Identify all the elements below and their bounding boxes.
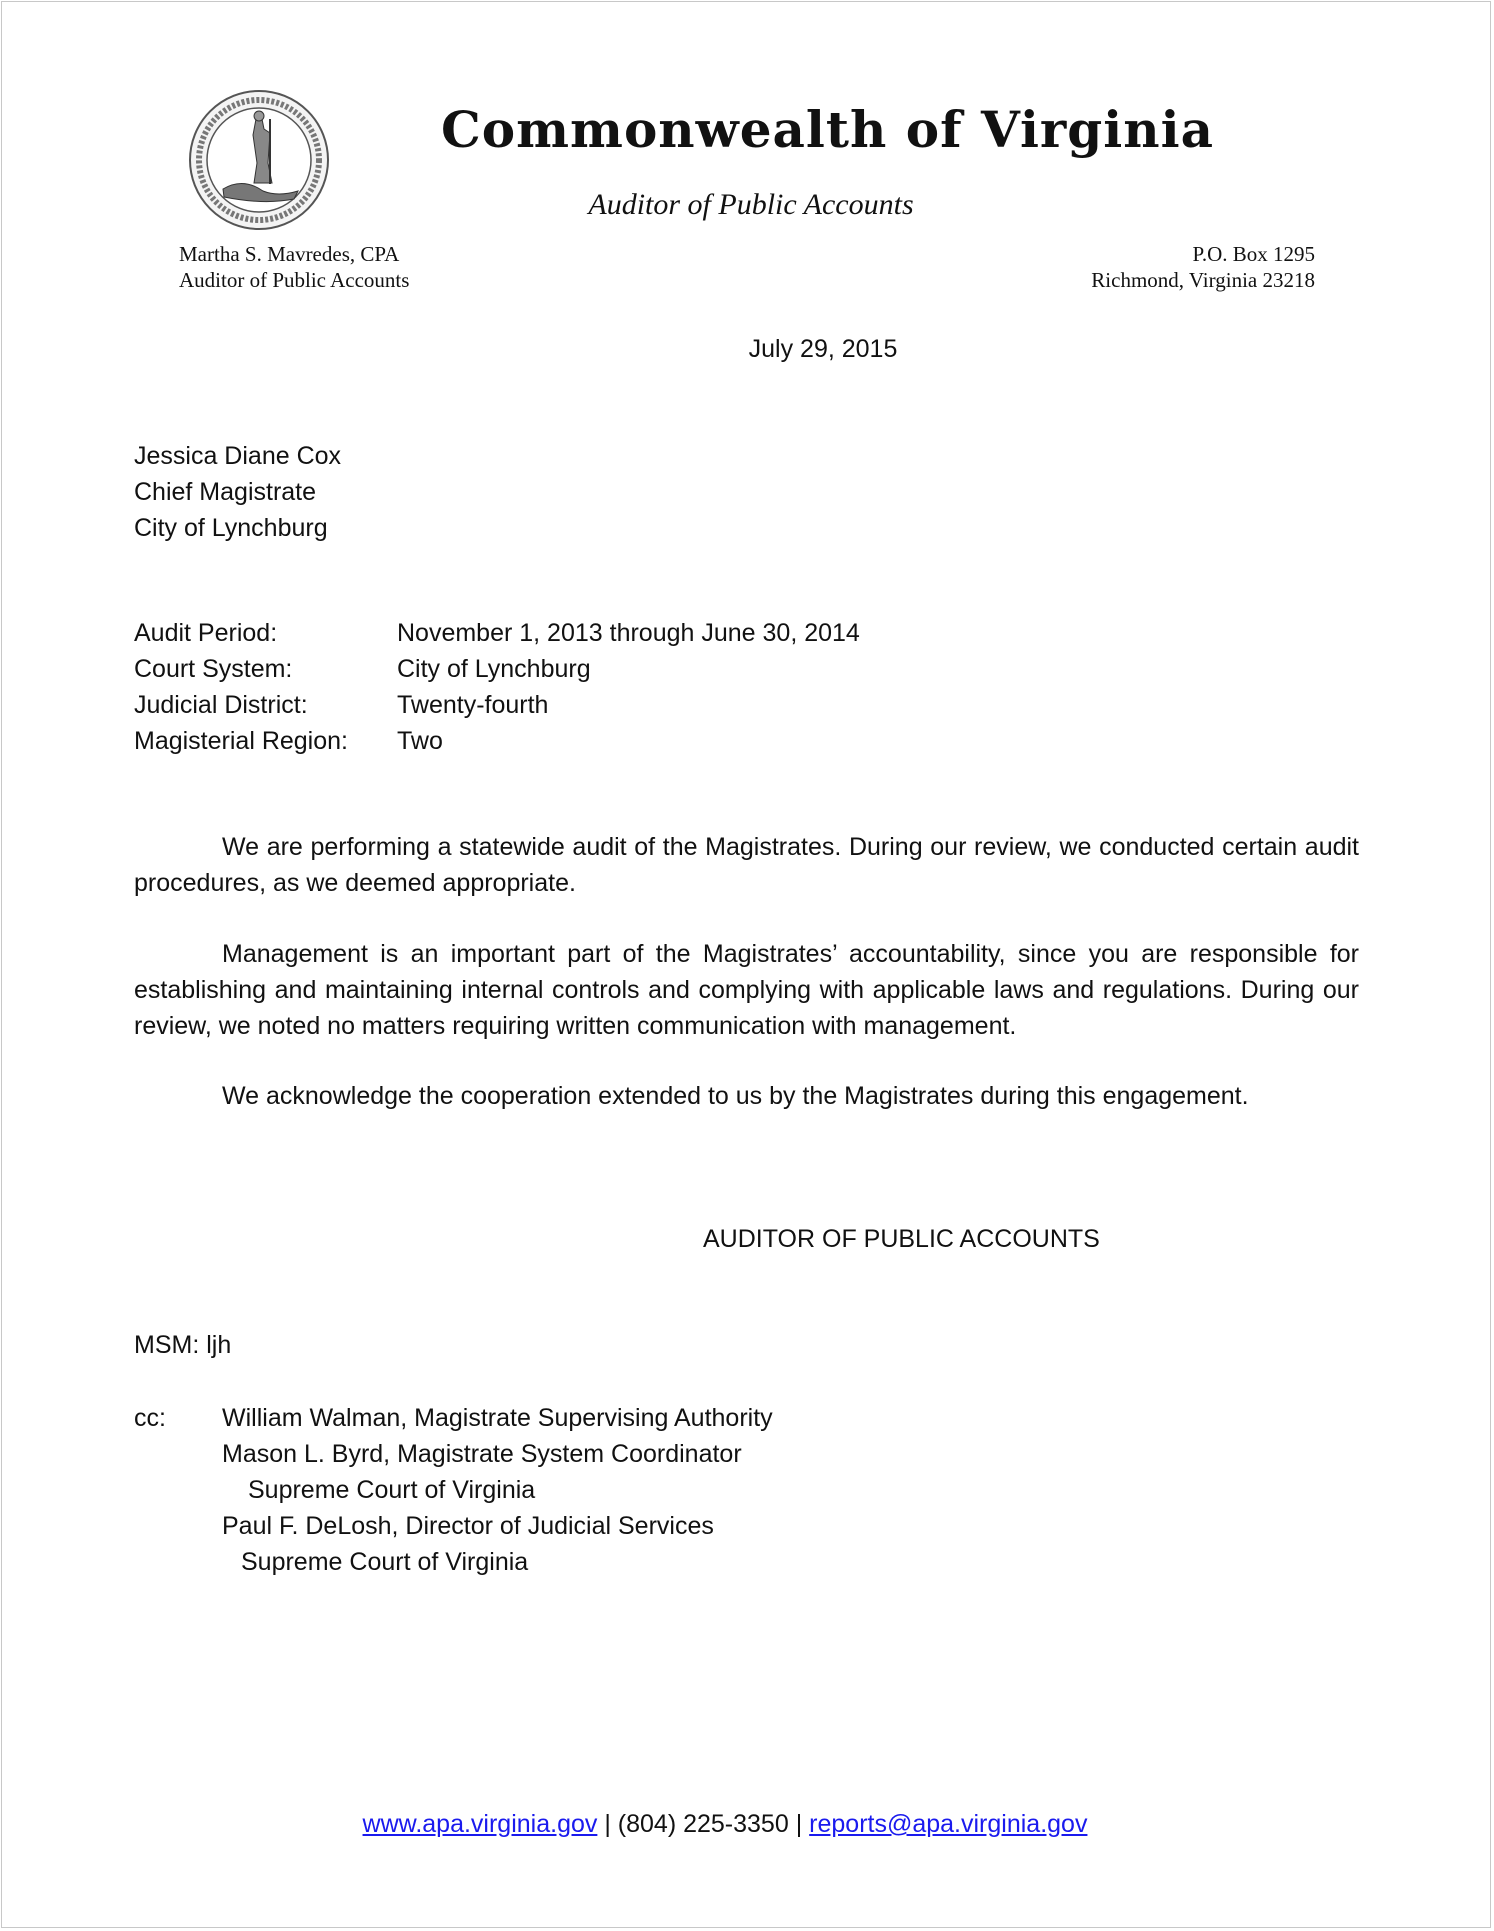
audit-row-court	[134, 651, 860, 687]
cc-label: cc:	[134, 1404, 166, 1432]
sender-address	[179, 241, 409, 293]
initials: MSM: ljh	[134, 1331, 232, 1359]
footer	[0, 1806, 1450, 1842]
cc-list	[222, 1400, 773, 1580]
audit-label: Magisterial Region:	[134, 727, 348, 755]
footer-separator: |	[795, 1810, 803, 1838]
po-box: P.O. Box 1295	[1192, 242, 1315, 266]
email-link[interactable]: reports@apa.virginia.gov	[809, 1810, 1088, 1838]
paragraph-3: We acknowledge the cooperation extended to us by the Magistrates during this engagement.	[222, 1082, 1249, 1110]
letter-date: July 29, 2015	[748, 335, 898, 363]
sender-name: Martha S. Mavredes, CPA	[179, 242, 400, 266]
audit-label: Court System:	[134, 655, 293, 683]
audit-value: City of Lynchburg	[397, 655, 591, 683]
audit-row-period	[134, 615, 860, 651]
letterhead-subtitle: Auditor of Public Accounts	[588, 188, 914, 221]
audit-info-table	[134, 615, 860, 759]
footer-phone: (804) 225-3350	[617, 1810, 789, 1838]
audit-row-district	[134, 687, 860, 723]
audit-label: Judicial District:	[134, 691, 308, 719]
letterhead-title: Commonwealth of Virginia	[441, 100, 1214, 159]
sender-title: Auditor of Public Accounts	[179, 268, 410, 292]
cc-item: Supreme Court of Virginia	[248, 1476, 536, 1504]
audit-value: Two	[397, 727, 443, 755]
footer-separator: |	[604, 1810, 611, 1838]
cc-item: William Walman, Magistrate Supervising Authority	[222, 1404, 773, 1432]
city-state: Richmond, Virginia 23218	[1091, 268, 1315, 292]
paragraph-1: We are performing a statewide audit of the Magistrates. During our review, we conducted certain audit procedures, as we deemed appropriate.	[134, 833, 1359, 897]
cc-item: Mason L. Byrd, Magistrate System Coordinator	[222, 1440, 742, 1468]
cc-item: Paul F. DeLosh, Director of Judicial Services	[222, 1512, 714, 1540]
audit-label: Audit Period:	[134, 619, 278, 647]
audit-value: November 1, 2013 through June 30, 2014	[397, 619, 860, 647]
website-link[interactable]: www.apa.virginia.gov	[362, 1810, 598, 1838]
office-address	[1091, 241, 1315, 293]
recipient-name: Jessica Diane Cox	[134, 442, 342, 470]
recipient-locality: City of Lynchburg	[134, 514, 328, 542]
signature-block: AUDITOR OF PUBLIC ACCOUNTS	[703, 1225, 1100, 1253]
recipient-block	[134, 438, 341, 546]
cc-item: Supreme Court of Virginia	[241, 1548, 529, 1576]
recipient-title: Chief Magistrate	[134, 478, 317, 506]
paragraph-2: Management is an important part of the Magistrates’ accountability, since you are responsible for establishing and maintaining internal controls and complying with applicable laws and regulations. During our review, we noted no matters requiring written communication with management.	[134, 940, 1359, 1040]
audit-row-region	[134, 723, 860, 759]
audit-value: Twenty-fourth	[397, 691, 549, 719]
